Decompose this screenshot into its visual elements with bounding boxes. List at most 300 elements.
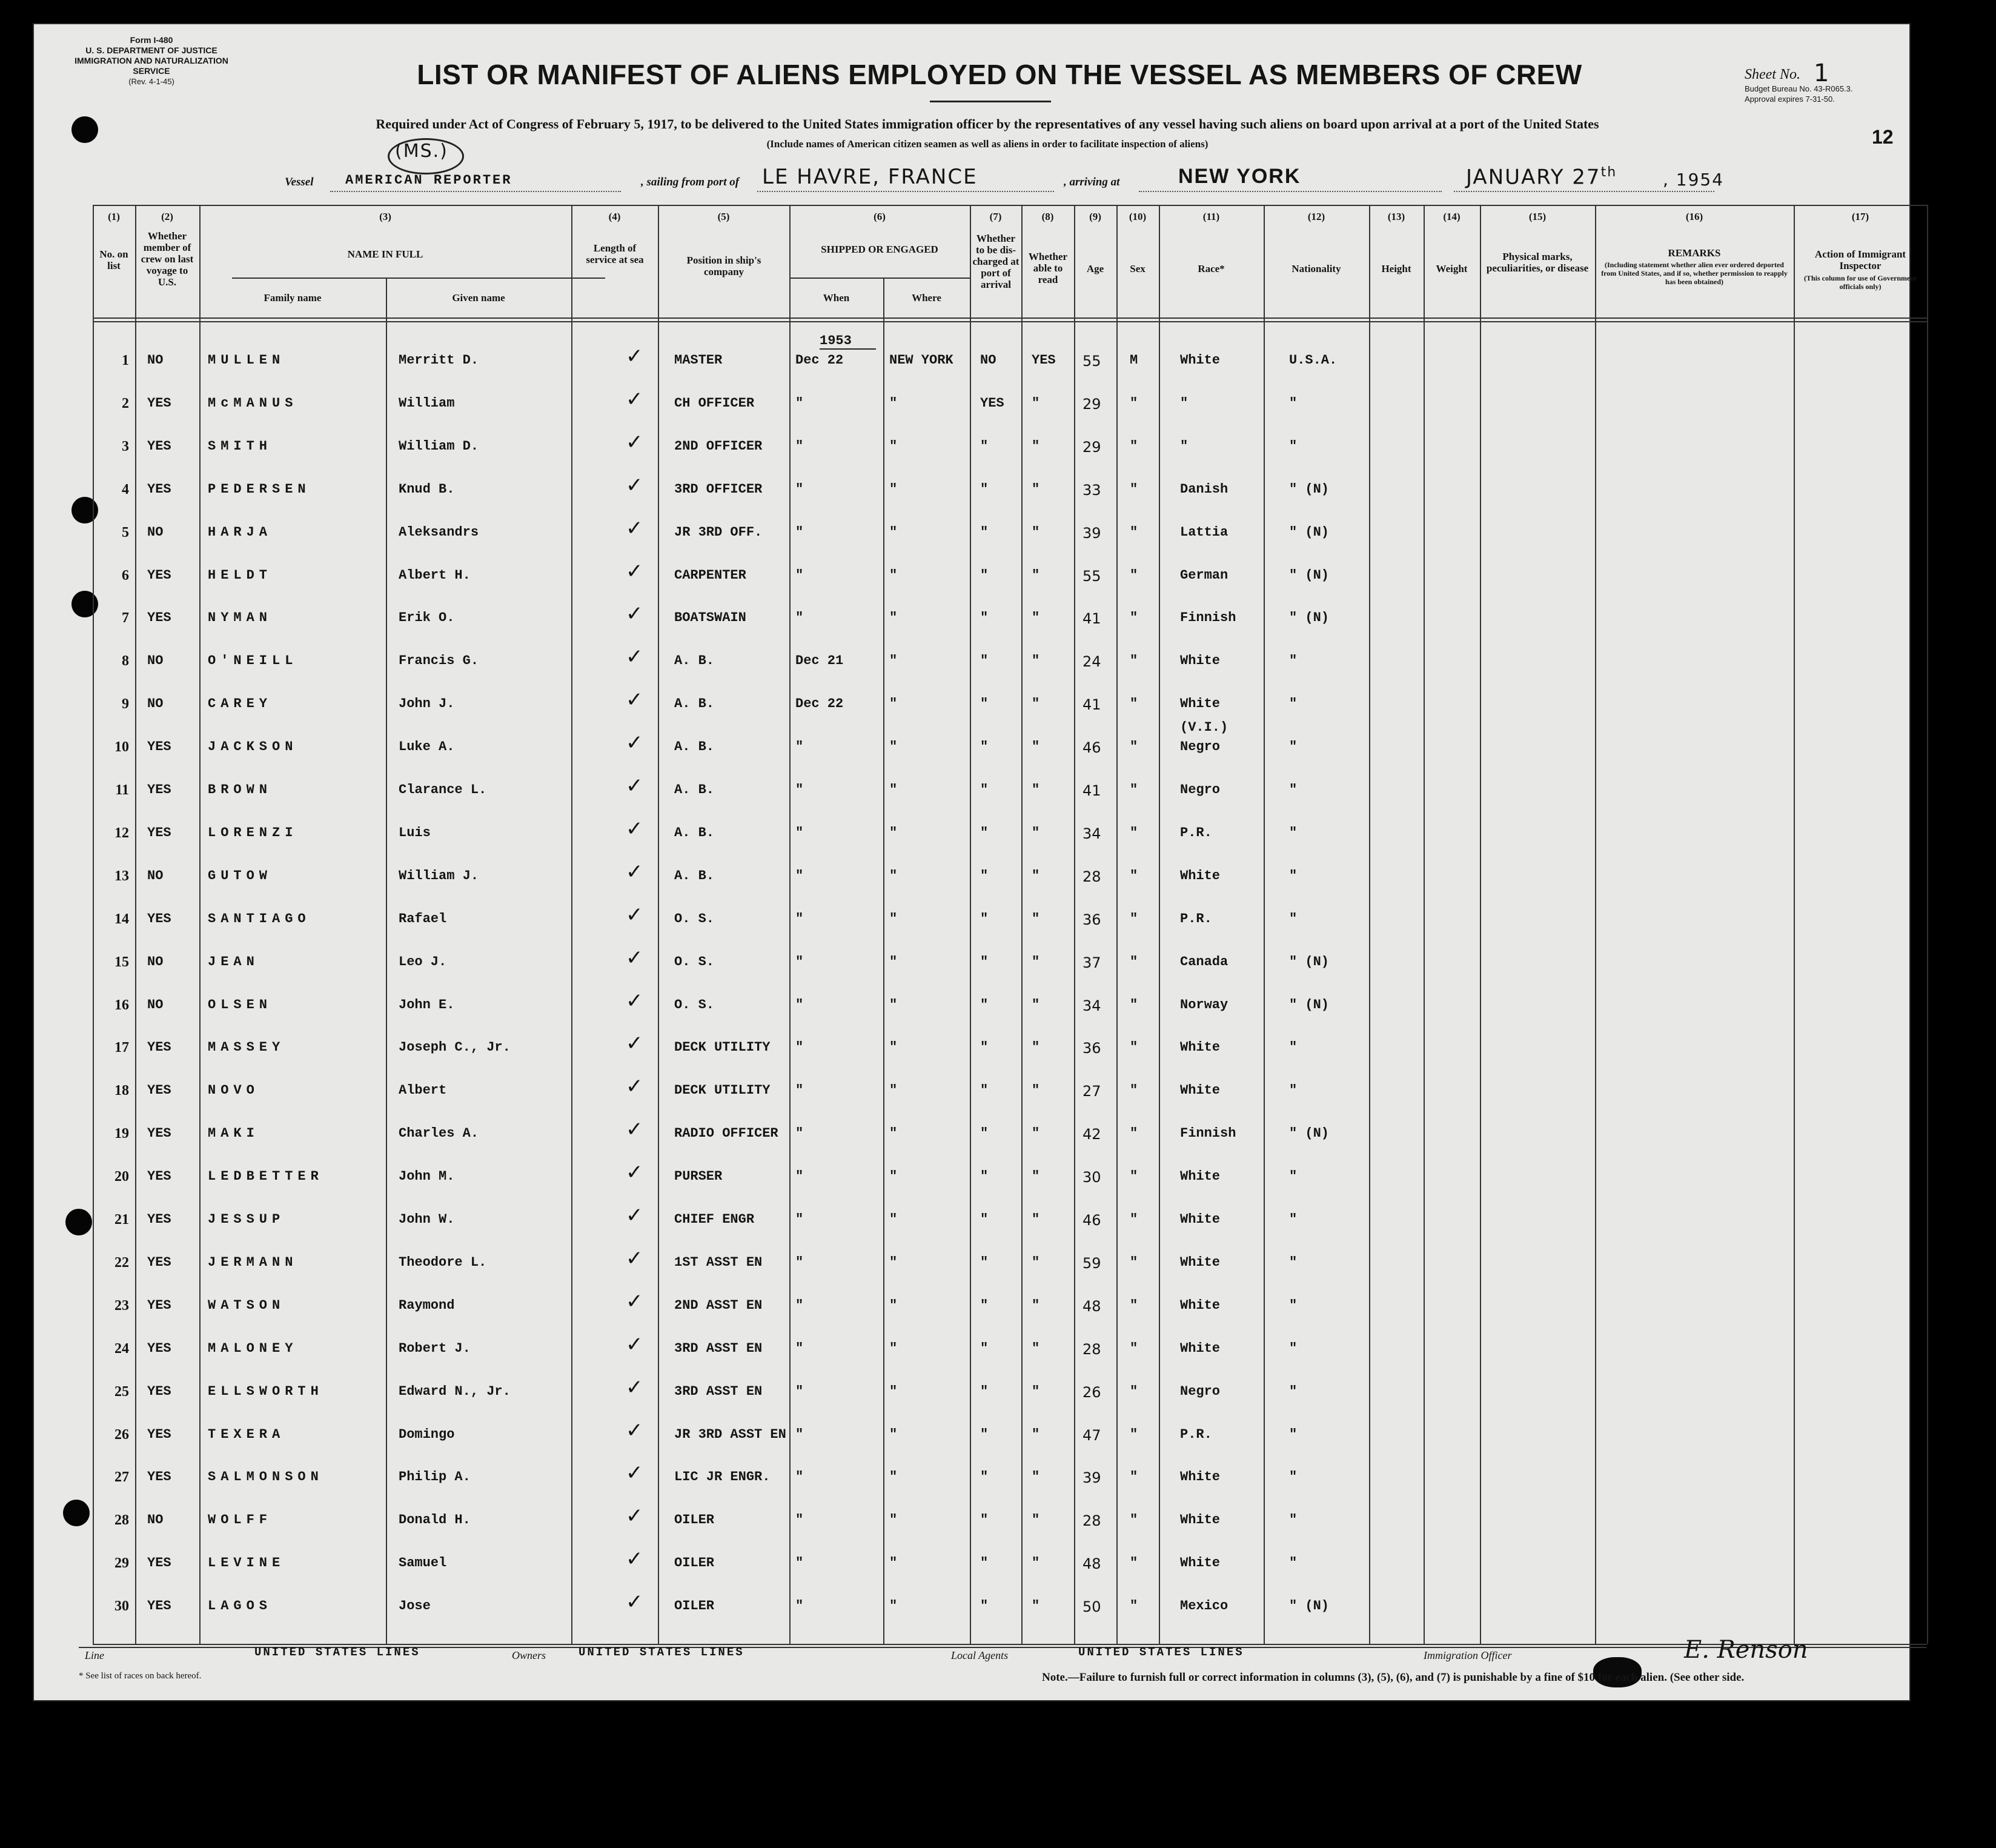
cell-sex: ": [1130, 1126, 1138, 1142]
cell-race: Lattia: [1180, 524, 1228, 540]
cell-race: White: [1180, 653, 1221, 669]
col-line: [1794, 205, 1795, 1644]
col-line: [883, 278, 884, 1644]
cell-nationality: " (N): [1289, 1598, 1330, 1614]
colnum: (17): [1851, 211, 1869, 222]
cell-member: NO: [147, 1512, 164, 1528]
cell-member: YES: [147, 1126, 171, 1142]
cell-sex: ": [1130, 1297, 1138, 1313]
cell-member: YES: [147, 1555, 171, 1571]
cell-discharged: ": [980, 610, 989, 626]
cell-check: ✓: [626, 1504, 643, 1529]
cell-discharged: ": [980, 481, 989, 497]
cell-where: ": [889, 1598, 898, 1614]
cell-age: 47: [1083, 1426, 1101, 1444]
cell-where: ": [889, 1126, 898, 1142]
cell-read: ": [1032, 1297, 1040, 1313]
cell-given: Merritt D.: [399, 353, 479, 368]
cell-sex: ": [1130, 825, 1138, 840]
cell-age: 29: [1083, 438, 1101, 456]
header-position: Position in ship's company: [686, 254, 761, 278]
cell-where: ": [889, 1512, 898, 1528]
cell-race: White: [1180, 1254, 1221, 1270]
cell-race: Mexico: [1180, 1598, 1228, 1614]
cell-discharged: ": [980, 1169, 989, 1185]
cell-read: ": [1032, 1555, 1040, 1571]
budget-info: [1745, 84, 1853, 104]
cell-when: ": [795, 1169, 804, 1185]
cell-check: ✓: [626, 774, 643, 798]
cell-age: 48: [1083, 1297, 1101, 1315]
cell-sex: ": [1130, 524, 1138, 540]
name-subheader-rule: [232, 278, 605, 279]
cell-position: BOATSWAIN: [674, 610, 746, 626]
header-remarks: REMARKS: [1668, 247, 1721, 259]
cell-where: ": [889, 954, 898, 969]
cell-race: White: [1180, 1555, 1221, 1571]
sailing-label: , sailing from port of: [641, 176, 740, 188]
cell-sex: ": [1130, 395, 1138, 411]
cell-family: MASSEY: [208, 1040, 285, 1055]
cell-family: JACKSON: [208, 739, 298, 755]
cell-nationality: ": [1289, 739, 1298, 755]
cell-no: 27: [114, 1469, 129, 1486]
cell-where: ": [889, 868, 898, 883]
cell-race: Finnish: [1180, 1126, 1236, 1142]
cell-race: German: [1180, 567, 1228, 583]
cell-when: ": [795, 1469, 804, 1485]
cell-family: CAREY: [208, 696, 273, 712]
cell-nationality: ": [1289, 1169, 1298, 1185]
cell-when: Dec 22: [795, 696, 844, 712]
shipped-subheader-rule: [789, 278, 971, 279]
cell-read: ": [1032, 1383, 1040, 1399]
colnum: (8): [1041, 211, 1054, 222]
cell-discharged: YES: [980, 395, 1004, 411]
cell-position: A. B.: [674, 653, 715, 669]
cell-given: Theodore L.: [399, 1254, 487, 1270]
cell-where: ": [889, 696, 898, 712]
cell-given: Knud B.: [399, 481, 455, 497]
header-name-in-full: NAME IN FULL: [347, 248, 423, 260]
cell-member: NO: [147, 954, 164, 969]
cell-check: ✓: [626, 645, 643, 670]
cell-read: ": [1032, 997, 1040, 1012]
colnum: (6): [874, 211, 886, 222]
vessel-name: AMERICAN REPORTER: [345, 173, 512, 188]
cell-family: PEDERSEN: [208, 481, 311, 497]
cell-when: ": [795, 395, 804, 411]
cell-position: 2ND ASST EN: [674, 1297, 763, 1313]
cell-discharged: ": [980, 1426, 989, 1442]
cell-family: SMITH: [208, 438, 273, 454]
cell-nationality: " (N): [1289, 997, 1330, 1012]
cell-check: ✓: [626, 1246, 643, 1271]
cell-family: TEXERA: [208, 1426, 285, 1442]
cell-check: ✓: [626, 473, 643, 497]
cell-member: YES: [147, 567, 171, 583]
cell-read: ": [1032, 653, 1040, 669]
cell-member: YES: [147, 1040, 171, 1055]
cell-no: 4: [122, 481, 129, 497]
cell-age: 29: [1083, 395, 1101, 413]
cell-discharged: ": [980, 1083, 989, 1098]
cell-position: OILER: [674, 1598, 715, 1614]
cell-check: ✓: [626, 1160, 643, 1185]
cell-given: Aleksandrs: [399, 524, 479, 540]
service: IMMIGRATION AND NATURALIZATION SERVICE: [75, 56, 228, 76]
cell-race: White: [1180, 1469, 1221, 1485]
cell-age: 55: [1083, 353, 1101, 370]
cell-discharged: ": [980, 1297, 989, 1313]
cell-no: 2: [122, 395, 129, 411]
cell-where: ": [889, 1040, 898, 1055]
cell-sex: ": [1130, 1083, 1138, 1098]
cell-nationality: ": [1289, 438, 1298, 454]
cell-where: ": [889, 911, 898, 926]
cell-sex: ": [1130, 610, 1138, 626]
cell-nationality: U.S.A.: [1289, 353, 1338, 368]
agents-value: UNITED STATES LINES: [1078, 1646, 1244, 1659]
cell-where: ": [889, 524, 898, 540]
header-race: Race*: [1198, 263, 1225, 274]
cell-nationality: ": [1289, 1426, 1298, 1442]
header-when: When: [823, 292, 850, 304]
cell-when: ": [795, 1383, 804, 1399]
cell-nationality: ": [1289, 1083, 1298, 1098]
cell-when: ": [795, 782, 804, 797]
cell-age: 34: [1083, 825, 1101, 842]
table-bottom-rule: [93, 1644, 1927, 1645]
col-line: [789, 205, 791, 1644]
cell-member: NO: [147, 653, 164, 669]
cell-nationality: ": [1289, 395, 1298, 411]
cell-age: 28: [1083, 1512, 1101, 1530]
cell-check: ✓: [626, 1289, 643, 1314]
page-number: 12: [1872, 126, 1894, 148]
cell-read: ": [1032, 481, 1040, 497]
col-line: [1369, 205, 1370, 1644]
vessel-prefix: (MS.): [395, 141, 448, 162]
cell-family: O'NEILL: [208, 653, 298, 669]
cell-no: 7: [122, 610, 129, 627]
cell-no: 12: [114, 825, 129, 841]
cell-member: NO: [147, 696, 164, 712]
cell-sex: ": [1130, 1598, 1138, 1614]
cell-position: O. S.: [674, 997, 715, 1012]
cell-member: YES: [147, 1598, 171, 1614]
cell-check: ✓: [626, 1375, 643, 1400]
cell-member: NO: [147, 868, 164, 883]
cell-where: ": [889, 825, 898, 840]
cell-given: Philip A.: [399, 1469, 471, 1485]
cell-no: 13: [114, 868, 129, 884]
cell-no: 28: [114, 1512, 129, 1529]
cell-member: YES: [147, 481, 171, 497]
cell-check: ✓: [626, 816, 643, 841]
cell-race: White: [1180, 1083, 1221, 1098]
cell-sex: ": [1130, 438, 1138, 454]
cell-read: ": [1032, 868, 1040, 883]
cell-read: YES: [1032, 353, 1056, 368]
revision: (Rev. 4-1-45): [128, 77, 174, 86]
cell-no: 20: [114, 1169, 129, 1185]
cell-given: Domingo: [399, 1426, 455, 1442]
cell-given: William D.: [399, 438, 479, 454]
cell-sex: ": [1130, 1512, 1138, 1528]
colnum: (3): [379, 211, 391, 222]
colnum: (15): [1528, 211, 1547, 222]
cell-no: 16: [114, 997, 129, 1013]
col-line: [1074, 205, 1075, 1644]
cell-read: ": [1032, 739, 1040, 755]
cell-check: ✓: [626, 859, 643, 884]
cell-family: JERMANN: [208, 1254, 298, 1270]
line-value: UNITED STATES LINES: [254, 1646, 420, 1659]
line-label: Line: [85, 1649, 105, 1661]
cell-read: ": [1032, 524, 1040, 540]
agents-label: Local Agents: [951, 1649, 1009, 1661]
owners-label: Owners: [512, 1649, 546, 1661]
cell-position: A. B.: [674, 782, 715, 797]
cell-no: 25: [114, 1383, 129, 1400]
cell-read: ": [1032, 825, 1040, 840]
cell-discharged: ": [980, 567, 989, 583]
cell-when: ": [795, 1254, 804, 1270]
cell-race: ": [1180, 438, 1189, 454]
cell-check: ✓: [626, 1117, 643, 1142]
date-underline: [1454, 191, 1714, 192]
cell-member: YES: [147, 1297, 171, 1313]
cell-race: White: [1180, 1297, 1221, 1313]
cell-no: 23: [114, 1297, 129, 1314]
header-nationality: Nationality: [1291, 263, 1341, 274]
cell-discharged: ": [980, 739, 989, 755]
cell-position: 1ST ASST EN: [674, 1254, 763, 1270]
cell-check: ✓: [626, 559, 643, 583]
cell-age: 59: [1083, 1254, 1101, 1272]
cell-family: JEAN: [208, 954, 259, 969]
cell-given: Erik O.: [399, 610, 455, 626]
document-title: LIST OR MANIFEST OF ALIENS EMPLOYED ON THE VESSEL AS MEMBERS OF CREW: [417, 59, 1582, 90]
cell-no: 17: [114, 1040, 129, 1056]
cell-read: ": [1032, 1040, 1040, 1055]
cell-position: PURSER: [674, 1169, 723, 1185]
cell-race: White: [1180, 1512, 1221, 1528]
cell-race: White: [1180, 1340, 1221, 1356]
cell-member: YES: [147, 395, 171, 411]
cell-discharged: NO: [980, 353, 996, 368]
colnum: (7): [989, 211, 1002, 222]
cell-where: ": [889, 782, 898, 797]
cell-no: 24: [114, 1340, 129, 1357]
header-where: Where: [912, 292, 941, 304]
arriving-underline: [1139, 191, 1442, 192]
cell-nationality: ": [1289, 782, 1298, 797]
cell-sex: ": [1130, 1340, 1138, 1356]
cell-given: John E.: [399, 997, 455, 1012]
cell-nationality: ": [1289, 653, 1298, 669]
cell-when: ": [795, 438, 804, 454]
cell-age: 39: [1083, 1469, 1101, 1487]
cell-nationality: " (N): [1289, 567, 1330, 583]
cell-member: YES: [147, 1383, 171, 1399]
officer-label: Immigration Officer: [1424, 1649, 1512, 1661]
cell-position: A. B.: [674, 825, 715, 840]
cell-age: 33: [1083, 481, 1101, 499]
cell-no: 26: [114, 1426, 129, 1443]
cell-read: ": [1032, 782, 1040, 797]
cell-read: ": [1032, 911, 1040, 926]
cell-discharged: ": [980, 696, 989, 712]
col-line: [1927, 205, 1928, 1644]
cell-nationality: ": [1289, 868, 1298, 883]
cell-given: William J.: [399, 868, 479, 883]
cell-check: ✓: [626, 945, 643, 970]
cell-member: YES: [147, 911, 171, 926]
cell-where: ": [889, 1212, 898, 1227]
cell-race: White: [1180, 696, 1221, 712]
cell-given: Raymond: [399, 1297, 455, 1313]
cell-age: 46: [1083, 1212, 1101, 1229]
cell-discharged: ": [980, 1340, 989, 1356]
cell-discharged: ": [980, 1212, 989, 1227]
cell-read: ": [1032, 1469, 1040, 1485]
sheet-value: 1: [1813, 59, 1829, 87]
cell-age: 39: [1083, 524, 1101, 542]
cell-race: Negro: [1180, 782, 1221, 797]
cell-check: ✓: [626, 1074, 643, 1099]
header-bottom-rule-2: [93, 321, 1927, 322]
cell-read: ": [1032, 395, 1040, 411]
cell-discharged: ": [980, 1126, 989, 1142]
cell-check: ✓: [626, 688, 643, 713]
col-line: [1595, 205, 1596, 1644]
cell-given: Luis: [399, 825, 431, 840]
cell-read: ": [1032, 1254, 1040, 1270]
cell-position: A. B.: [674, 739, 715, 755]
crew-table: [93, 205, 1927, 1644]
cell-position: 3RD ASST EN: [674, 1383, 763, 1399]
include-note: (Include names of American citizen seamen as well as aliens in order to facilitate inspection of aliens): [766, 138, 1209, 150]
cell-age: 41: [1083, 782, 1101, 799]
cell-nationality: ": [1289, 1212, 1298, 1227]
cell-family: SALMONSON: [208, 1469, 323, 1485]
header-given-name: Given name: [452, 292, 505, 304]
cell-read: ": [1032, 1126, 1040, 1142]
cell-discharged: ": [980, 1555, 989, 1571]
punch-hole: [65, 1209, 92, 1235]
cell-check: ✓: [626, 1332, 643, 1357]
header-height: Height: [1381, 263, 1411, 274]
cell-discharged: ": [980, 1469, 989, 1485]
colnum: (10): [1129, 211, 1147, 222]
cell-sex: ": [1130, 1555, 1138, 1571]
cell-family: MAKI: [208, 1126, 259, 1142]
cell-position: CHIEF ENGR: [674, 1212, 755, 1227]
cell-member: YES: [147, 782, 171, 797]
arrival-date-suffix: th: [1600, 165, 1617, 180]
cell-where: ": [889, 1083, 898, 1098]
cell-sex: ": [1130, 868, 1138, 883]
cell-given: John M.: [399, 1169, 455, 1185]
cell-family: LEDBETTER: [208, 1169, 323, 1185]
header-able-to-read: Whether able to read: [1028, 251, 1068, 285]
col-line: [1021, 205, 1023, 1644]
cell-no: 9: [122, 696, 129, 713]
cell-check: ✓: [626, 602, 643, 627]
cell-no: 10: [114, 739, 129, 756]
cell-age: 55: [1083, 567, 1101, 585]
header-discharged: Whether to be dis-charged at port of arrival: [972, 233, 1020, 290]
cell-member: YES: [147, 1083, 171, 1098]
cell-race: P.R.: [1180, 911, 1212, 926]
cell-member: YES: [147, 1212, 171, 1227]
header-sex: Sex: [1130, 263, 1146, 274]
cell-where: ": [889, 610, 898, 626]
cell-when-year: 1953: [820, 333, 876, 350]
cell-check: ✓: [626, 1590, 643, 1615]
cell-when: ": [795, 610, 804, 626]
header-action: Action of Immigrant Inspector: [1814, 248, 1906, 271]
cell-where: ": [889, 1254, 898, 1270]
cell-nationality: ": [1289, 1254, 1298, 1270]
cell-position: DECK UTILITY: [674, 1040, 771, 1055]
cell-read: ": [1032, 954, 1040, 969]
cell-race: P.R.: [1180, 825, 1212, 840]
cell-read: ": [1032, 1083, 1040, 1098]
owners-value: UNITED STATES LINES: [579, 1646, 744, 1659]
cell-check: ✓: [626, 516, 643, 540]
colnum: (1): [108, 211, 120, 222]
cell-family: MALONEY: [208, 1340, 298, 1356]
cell-age: 36: [1083, 1040, 1101, 1057]
cell-given: Luke A.: [399, 739, 455, 755]
cell-race: Danish: [1180, 481, 1228, 497]
cell-age: 28: [1083, 1340, 1101, 1358]
cell-when: ": [795, 1083, 804, 1098]
sheet-label: Sheet No.: [1745, 67, 1800, 82]
department: U. S. DEPARTMENT OF JUSTICE: [85, 45, 217, 55]
cell-discharged: ": [980, 438, 989, 454]
punch-hole: [71, 116, 98, 143]
colnum: (12): [1307, 211, 1325, 222]
colnum: (11): [1202, 211, 1220, 222]
cell-family: ELLSWORTH: [208, 1383, 323, 1399]
cell-no: 11: [115, 782, 129, 798]
cell-position: 3RD ASST EN: [674, 1340, 763, 1356]
form-identifier: [73, 35, 230, 87]
cell-age: 36: [1083, 911, 1101, 928]
cell-family: HARJA: [208, 524, 273, 540]
cell-read: ": [1032, 610, 1040, 626]
race-list-note: * See list of races on back hereof.: [79, 1671, 202, 1681]
cell-race: Finnish: [1180, 610, 1236, 626]
cell-family: WOLFF: [208, 1512, 273, 1528]
cell-family: McMANUS: [208, 395, 298, 411]
cell-age: 37: [1083, 954, 1101, 971]
cell-no: 5: [122, 524, 129, 540]
cell-discharged: ": [980, 524, 989, 540]
cell-discharged: ": [980, 868, 989, 883]
cell-when: ": [795, 1126, 804, 1142]
cell-given: Samuel: [399, 1555, 447, 1571]
cell-given: Albert: [399, 1083, 447, 1098]
col-line: [571, 205, 572, 1644]
cell-where: NEW YORK: [889, 353, 953, 368]
cell-where: ": [889, 481, 898, 497]
cell-when: ": [795, 1555, 804, 1571]
